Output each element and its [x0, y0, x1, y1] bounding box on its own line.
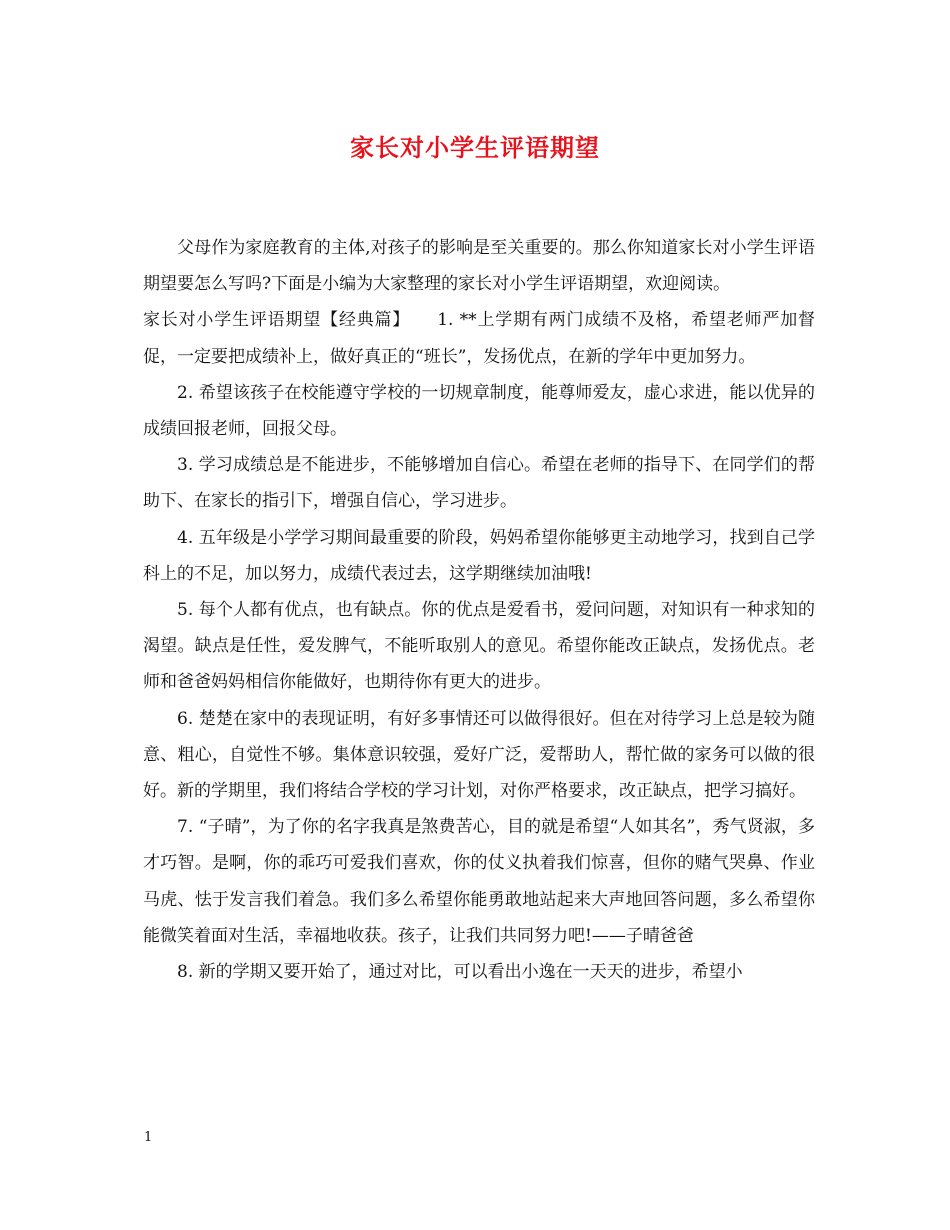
- page-number: 1: [144, 1130, 153, 1145]
- page-title: 家长对小学生评语期望: [350, 133, 600, 162]
- section-heading-paragraph: 家长对小学生评语期望【经典篇】 1. **上学期有两门成绩不及格，希望老师严加督促，一定要把成绩补上，做好真正的“班长”，发扬优点，在新的学年中更加努力。: [143, 310, 815, 367]
- list-item: 3. 学习成绩总是不能进步，不能够增加自信心。希望在老师的指导下、在同学们的帮助下、在家长的指引下，增强自信心，学习进步。: [143, 455, 815, 512]
- list-item: 7. “子晴”，为了你的名字我真是煞费苦心，目的就是希望“人如其名”，秀气贤淑，多才巧智。是啊，你的乖巧可爱我们喜欢，你的仗义执着我们惊喜，但你的赌气哭鼻、作业马虎、怯于发言我们着急。我们多么希望你能勇敢地站起来大声地回答问题，多么希望你能微笑着面对生活，幸福地收获。孩子，让我们共同努力吧!——子晴爸爸: [143, 817, 815, 946]
- intro-paragraph: 父母作为家庭教育的主体,对孩子的影响是至关重要的。那么你知道家长对小学生评语期望要怎么写吗?下面是小编为大家整理的家长对小学生评语期望，欢迎阅读。: [143, 238, 815, 295]
- list-item: 5. 每个人都有优点，也有缺点。你的优点是爱看书，爱问问题，对知识有一种求知的渴望。缺点是任性，爱发脾气，不能听取别人的意见。希望你能改正缺点，发扬优点。老师和爸爸妈妈相信你能做好，也期待你有更大的进步。: [143, 600, 815, 693]
- list-item: 4. 五年级是小学学习期间最重要的阶段，妈妈希望你能够更主动地学习，找到自己学科上的不足，加以努力，成绩代表过去，这学期继续加油哦!: [143, 527, 815, 584]
- list-item: 2. 希望该孩子在校能遵守学校的一切规章制度，能尊师爱友，虚心求进，能以优异的成绩回报老师，回报父母。: [143, 382, 815, 440]
- list-item: 8. 新的学期又要开始了，通过对比，可以看出小逸在一天天的进步，希望小: [177, 962, 743, 983]
- document-body: [143, 230, 815, 990]
- list-item: 6. 楚楚在家中的表现证明，有好多事情还可以做得很好。但在对待学习上总是较为随意、粗心，自觉性不够。集体意识较强，爱好广泛，爱帮助人，帮忙做的家务可以做的很好。新的学期里，我们将结合学校的学习计划，对你严格要求，改正缺点，把学习搞好。: [143, 708, 815, 802]
